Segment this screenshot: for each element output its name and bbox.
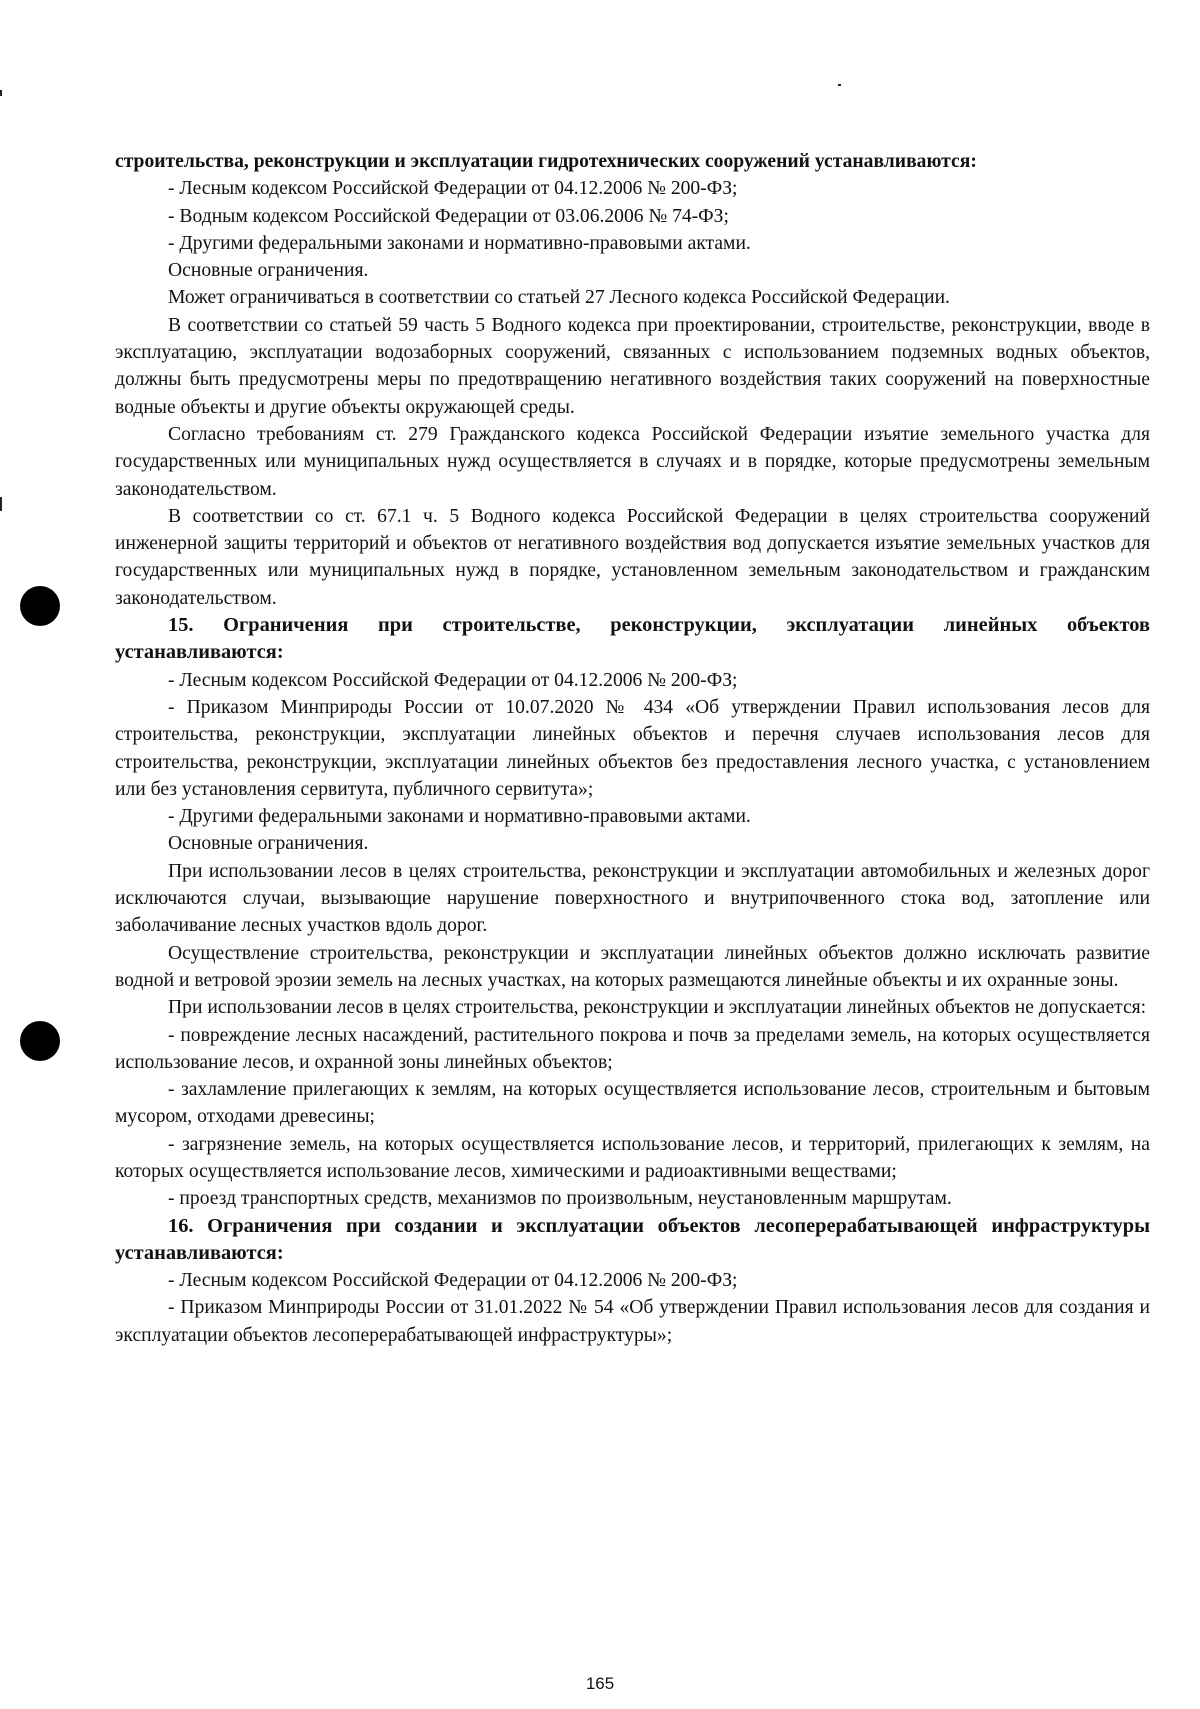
paragraph: - Приказом Минприроды России от 31.01.2022 № 54 «Об утверждении Правил использования лесов для создания и эксплуатации объектов лесоперерабатывающей инфраструктуры»; — [115, 1297, 1150, 1346]
paragraph: Осуществление строительства, реконструкции и эксплуатации линейных объектов должно исключать развитие водной и ветровой эрозии земель на лесных участках, на которых размещаются линейные объекты и их охранные зоны. — [115, 942, 1150, 991]
paragraph: Основные ограничения. — [168, 260, 369, 282]
paragraph: - захламление прилегающих к землям, на которых осуществляется использование лесов, строительным и бытовым мусором, отходами древесины; — [115, 1079, 1150, 1128]
paragraph: - Водным кодексом Российской Федерации от 03.06.2006 № 74-ФЗ; — [168, 205, 729, 227]
section-heading-continuation: строительства, реконструкции и эксплуатации гидротехнических сооружений устанавливаются: — [115, 151, 977, 172]
scan-artifact — [838, 84, 841, 86]
paragraph: При использовании лесов в целях строительства, реконструкции и эксплуатации автомобильных и железных дорог исключаются случаи, вызывающие нарушение поверхностного и внутрипочвенного стока вод, затопление или заболачивание лесных участков вдоль дорог. — [115, 860, 1150, 937]
paragraph: Основные ограничения. — [168, 833, 369, 855]
punch-hole — [20, 586, 60, 626]
paragraph: Согласно требованиям ст. 279 Гражданского кодекса Российской Федерации изъятие земельного участка для государственных или муниципальных нужд осуществляется в случаях и в порядке, которые предусмотрены земельным законодательством. — [115, 423, 1150, 500]
paragraph: При использовании лесов в целях строительства, реконструкции и эксплуатации линейных объектов не допускается: — [168, 997, 1147, 1019]
document-body — [115, 148, 1150, 1349]
paragraph: - проезд транспортных средств, механизмов по произвольным, неустановленным маршрутам. — [168, 1188, 952, 1210]
section-heading: 16. Ограничения при создании и эксплуатации объектов лесоперерабатывающей инфраструктуры устанавливаются: — [115, 1214, 1150, 1264]
scan-artifact — [0, 90, 2, 96]
paragraph: - Лесным кодексом Российской Федерации от 04.12.2006 № 200-ФЗ; — [168, 178, 738, 200]
scan-artifact — [0, 497, 2, 511]
paragraph: - Лесным кодексом Российской Федерации от 04.12.2006 № 200-ФЗ; — [168, 1270, 738, 1292]
paragraph: - Лесным кодексом Российской Федерации от 04.12.2006 № 200-ФЗ; — [168, 669, 738, 691]
section-heading: 15. Ограничения при строительстве, реконструкции, эксплуатации линейных объектов устанавливаются: — [115, 614, 1150, 664]
paragraph: - загрязнение земель, на которых осуществляется использование лесов, и территорий, прилегающих к землям, на которых осуществляется использование лесов, химическими и радиоактивными веществами; — [115, 1133, 1150, 1182]
paragraph: - Приказом Минприроды России от 10.07.2020 № 434 «Об утверждении Правил использования лесов для строительства, реконструкции, эксплуатации линейных объектов и перечня случаев использования лесов для строительства, реконструкции, эксплуатации линейных объектов без предоставления лесного участка, с установлением или без установления сервитута, публичного сервитута»; — [115, 696, 1150, 800]
paragraph: - повреждение лесных насаждений, растительного покрова и почв за пределами земель, на которых осуществляется использование лесов, и охранной зоны линейных объектов; — [115, 1024, 1150, 1073]
paragraph: - Другими федеральными законами и нормативно-правовыми актами. — [168, 232, 751, 254]
paragraph: В соответствии со ст. 67.1 ч. 5 Водного кодекса Российской Федерации в целях строительства сооружений инженерной защиты территорий и объектов от негативного воздействия вод допускается изъятие земельных участков для государственных или муниципальных нужд в порядке, установленном земельным законодательством и гражданским законодательством. — [115, 505, 1150, 609]
punch-hole — [20, 1021, 60, 1061]
page-number: 165 — [585, 1674, 615, 1693]
paragraph: В соответствии со статьей 59 часть 5 Водного кодекса при проектировании, строительстве, реконструкции, вводе в эксплуатацию, эксплуатации водозаборных сооружений, связанных с использованием подземных водных объектов, должны быть предусмотрены меры по предотвращению негативного воздействия таких сооружений на поверхностные водные объекты и другие объекты окружающей среды. — [115, 314, 1150, 418]
paragraph: Может ограничиваться в соответствии со статьей 27 Лесного кодекса Российской Федерации. — [168, 287, 950, 309]
paragraph: - Другими федеральными законами и нормативно-правовыми актами. — [168, 806, 751, 828]
